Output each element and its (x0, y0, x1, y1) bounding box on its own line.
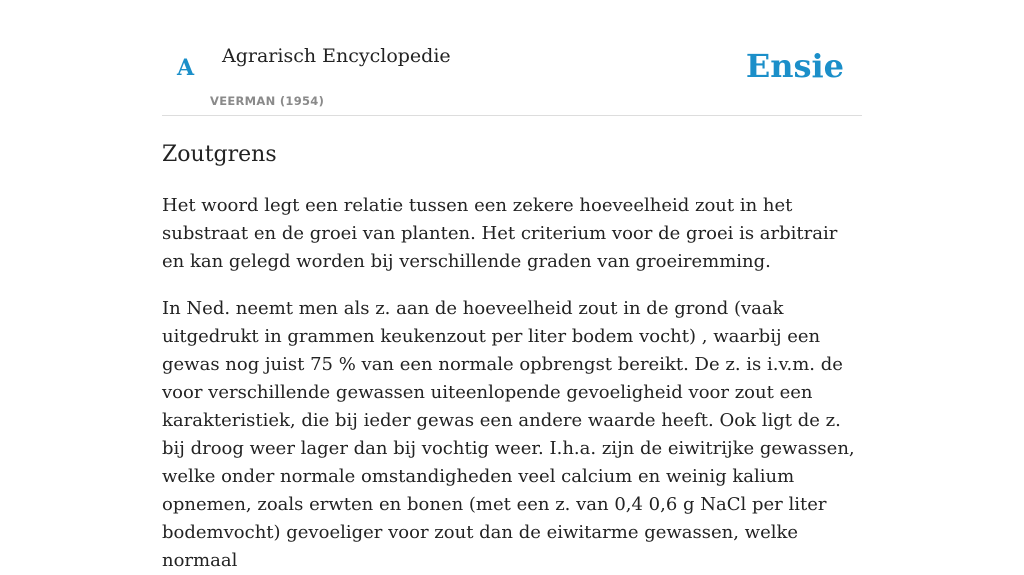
entry-title: Zoutgrens (162, 142, 277, 167)
ensie-logo-link[interactable]: Ensie (745, 47, 844, 85)
page-header (162, 0, 862, 116)
entry-content (162, 140, 862, 575)
encyclopedia-title-link[interactable]: Agrarisch Encyclopedie (222, 45, 451, 67)
encyclopedia-logo-letter[interactable]: A (177, 55, 195, 81)
entry-paragraph: In Ned. neemt men als z. aan de hoeveelheid zout in de grond (vaak uitgedrukt in grammen keukenzout per liter bodem vocht) , waarbij een gewas nog juist 75 % van een normale opbrengst bereikt. De z. is i.v.m. de voor verschillende gewassen uiteenlopende gevoeligheid voor zout een karakteristiek, die bij ieder gewas een andere waarde heeft. Ook ligt de z. bij droog weer lager dan bij vochtig weer. I.h.a. zijn de eiwitrijke gewassen, welke onder normale omstandigheden veel calcium en weinig kalium opnemen, zoals erwten en bonen (met een z. van 0,4 0,6 g NaCl per liter bodemvocht) gevoeliger voor zout dan de eiwitarme gewassen, welke normaal (162, 298, 855, 571)
entry-paragraph: Het woord legt een relatie tussen een zekere hoeveelheid zout in het substraat en de groei van planten. Het criterium voor de groei is arbitrair en kan gelegd worden bij verschillende graden van groeiremming. (162, 195, 838, 272)
source-attribution: VEERMAN (1954) (210, 94, 325, 108)
